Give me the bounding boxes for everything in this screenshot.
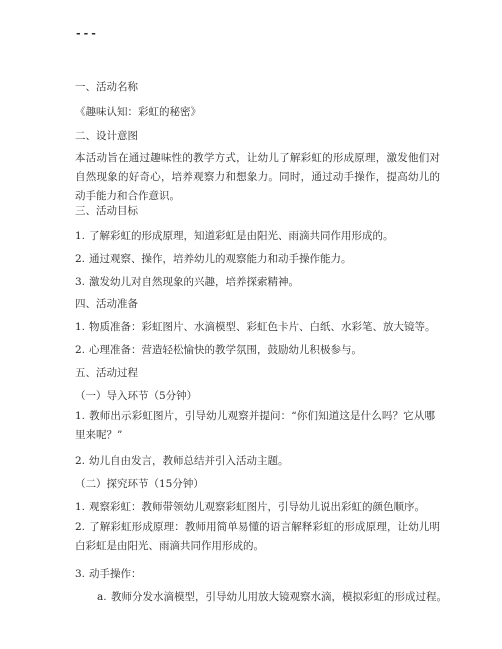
item-text: 动手操作：: [89, 568, 142, 580]
subsection-heading-intro: （一）导入环节（5分钟）: [75, 390, 198, 402]
item-text: 幼儿自由发言，教师总结并引入活动主题。: [89, 455, 289, 467]
section-heading-activity-name: 一、活动名称: [75, 81, 138, 93]
explore-item: [75, 518, 440, 556]
item-text: 物质准备：彩虹图片、水滴模型、彩虹色卡片、白纸、水彩笔、放大镜等。: [89, 321, 436, 333]
item-number: 1.: [75, 321, 86, 333]
item-text: 激发幼儿对自然现象的兴趣，培养探索精神。: [89, 276, 299, 288]
goal-item: [75, 229, 394, 243]
item-number: 1.: [75, 230, 86, 242]
item-text: 教师出示彩虹图片，引导幼儿观察并提问：“你们知道这是什么吗？它从哪里来呢？”: [75, 410, 435, 441]
item-text: 通过观察、操作，培养幼儿的观察能力和动手操作能力。: [89, 253, 352, 265]
subsection-heading-explore: （二）探究环节（15分钟）: [75, 478, 204, 490]
section-heading-process: 五、活动过程: [75, 367, 138, 379]
design-intent-paragraph: 本活动旨在通过趣味性的教学方式，让幼儿了解彩虹的形成原理，激发他们对自然现象的好奇心，培养观察力和想象力。同时，通过动手操作，提高幼儿的动手能力和合作意识。: [75, 152, 440, 202]
section-heading-design-intent: 二、设计意图: [75, 130, 138, 142]
item-number: 2.: [75, 521, 86, 533]
item-number: 3.: [75, 276, 86, 288]
prep-item: [75, 343, 362, 357]
item-number: 1.: [75, 501, 86, 513]
item-number: 2.: [75, 455, 86, 467]
item-text: 观察彩虹：教师带领幼儿观察彩虹图片，引导幼儿说出彩虹的颜色顺序。: [89, 501, 425, 513]
item-text: 心理准备：营造轻松愉快的教学氛围，鼓励幼儿积极参与。: [89, 344, 362, 356]
activity-title: 《趣味认知：彩虹的秘密》: [75, 106, 201, 118]
item-text: 了解彩虹的形成原理，知道彩虹是由阳光、雨滴共同作用形成的。: [89, 230, 394, 242]
section-heading-preparation: 四、活动准备: [75, 298, 138, 310]
goal-item: [75, 275, 299, 289]
item-number: 2.: [75, 253, 86, 265]
item-text: 教师分发水滴模型，引导幼儿用放大镜观察水滴，模拟彩虹的形成过程。: [111, 591, 447, 603]
explore-item: [75, 500, 425, 514]
section-heading-goals: 三、活动目标: [75, 205, 138, 217]
item-text: 了解彩虹形成原理：教师用简单易懂的语言解释彩虹的形成原理，让幼儿明白彩虹是由阳光、雨滴共同作用形成的。: [75, 521, 440, 552]
goal-item: [75, 252, 352, 266]
intro-item: [75, 454, 289, 468]
item-number: 3.: [75, 568, 86, 580]
item-number: 1.: [75, 410, 86, 422]
explore-item: [75, 567, 142, 581]
sub-item: [97, 590, 447, 604]
item-number: 2.: [75, 344, 86, 356]
separator-rule: ---: [75, 27, 98, 40]
prep-item: [75, 320, 436, 334]
sub-item-bullet: a.: [97, 591, 107, 603]
intro-item: [75, 407, 435, 445]
